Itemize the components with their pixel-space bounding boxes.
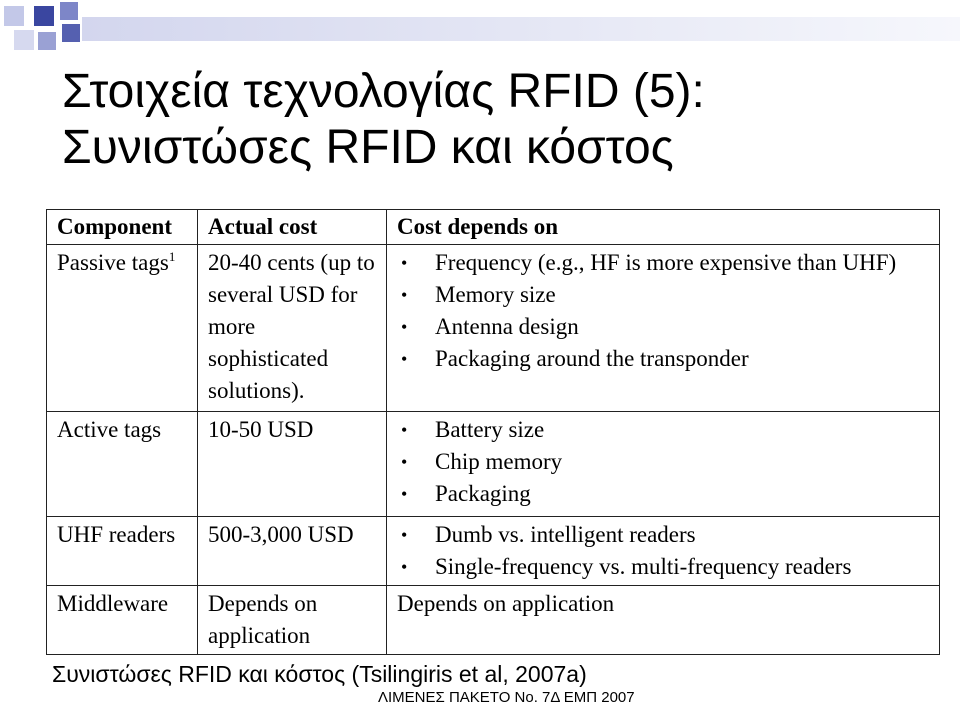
depends-list [397, 519, 931, 583]
deco-square [14, 30, 34, 50]
slide-decoration [0, 0, 960, 60]
cost-table-wrapper [46, 209, 940, 651]
rfid-cost-table [46, 209, 940, 655]
cell-component [47, 245, 198, 412]
cell-depends-on: Depends on application [387, 586, 940, 655]
list-item: • Memory size [397, 279, 931, 311]
deco-square [62, 24, 80, 42]
table-row [47, 517, 940, 586]
title-line-2: Συνιστώσες RFID και κόστος [62, 121, 674, 174]
table-header-row [47, 210, 940, 245]
cell-depends-on [387, 517, 940, 586]
table-row [47, 412, 940, 517]
slide-footer: ΛΙΜΕΝΕΣ ΠΑΚΕΤΟ Νο. 7Δ ΕΜΠ 2007 [378, 689, 635, 706]
table-row [47, 245, 940, 412]
cell-depends-on [387, 245, 940, 412]
cell-component: UHF readers [47, 517, 198, 586]
slide-title [62, 64, 942, 176]
deco-square [4, 6, 24, 26]
component-label: Passive tags [57, 250, 169, 275]
list-item: • Packaging around the transponder [397, 343, 931, 375]
title-line-1: Στοιχεία τεχνολογίας RFID (5): [62, 65, 705, 118]
cell-depends-on [387, 412, 940, 517]
deco-square [38, 32, 56, 50]
header-component: Component [47, 210, 198, 245]
cell-component: Middleware [47, 586, 198, 655]
list-item: • Packaging [397, 478, 931, 510]
depends-list [397, 247, 931, 375]
list-item: • Battery size [397, 414, 931, 446]
header-cost-depends-on: Cost depends on [387, 210, 940, 245]
cell-cost: 20-40 cents (up to several USD for more sophisticated solutions). [198, 245, 387, 412]
deco-square [60, 2, 78, 20]
cell-cost: 10-50 USD [198, 412, 387, 517]
deco-square [34, 6, 54, 26]
cell-component: Active tags [47, 412, 198, 517]
cell-cost: 500-3,000 USD [198, 517, 387, 586]
list-item: • Chip memory [397, 446, 931, 478]
cell-cost: Depends on application [198, 586, 387, 655]
footnote-marker: 1 [168, 249, 176, 264]
depends-list [397, 414, 931, 510]
table-caption: Συνιστώσες RFID και κόστος (Tsilingiris et al, 2007a) [52, 661, 587, 687]
list-item: • Frequency (e.g., HF is more expensive than UHF) [397, 247, 931, 279]
list-item: • Single-frequency vs. multi-frequency readers [397, 551, 931, 583]
header-band [82, 17, 960, 41]
header-actual-cost: Actual cost [198, 210, 387, 245]
list-item: • Antenna design [397, 311, 931, 343]
table-row [47, 586, 940, 655]
list-item: • Dumb vs. intelligent readers [397, 519, 931, 551]
